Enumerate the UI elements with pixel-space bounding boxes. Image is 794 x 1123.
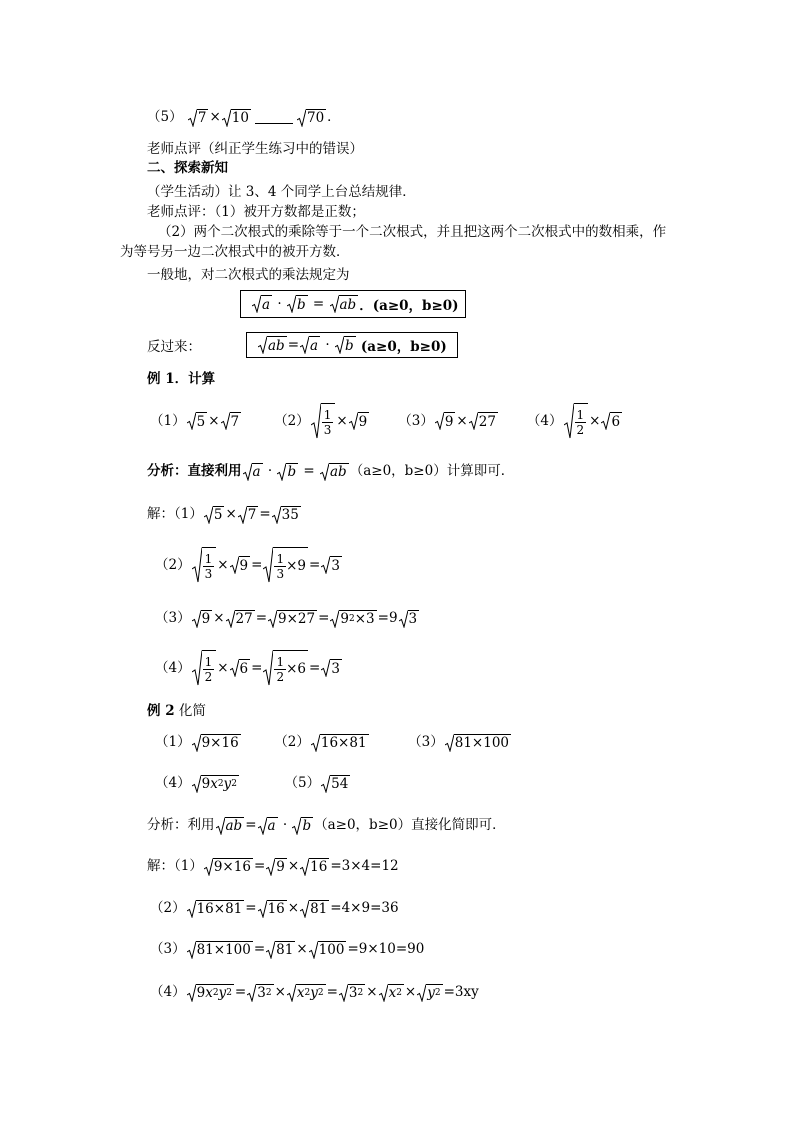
example-2-problems-row1: （1） 9×16 （2） 16×81 （3） 81×100 — [155, 734, 509, 752]
example-1-solution-3: （3） 9 × 27 = 9×27 = 9 2 ×3 =9 3 — [155, 610, 418, 628]
example-2-title: 例 2 化简 — [147, 703, 206, 719]
section-heading: 二、探索新知 — [147, 160, 228, 176]
example-2-solution-2: （2） 16×81 = 16 × 81 =4×9=36 — [150, 900, 399, 918]
sqrt: 10 — [222, 109, 251, 127]
sqrt: 70 — [297, 109, 326, 127]
reverse-rule-box: ab = a · b (a≥0，b≥0) — [246, 332, 458, 358]
example-1-title: 例 1．计算 — [147, 371, 216, 387]
example-2-solution-3: （3） 81×100 = 81 × 100 =9×10=90 — [150, 941, 425, 959]
rule-text: 为等号另一边二次根式中的被开方数． — [120, 244, 350, 260]
example-2-analysis: 分析：利用 ab = a · b （a≥0，b≥0）直接化简即可． — [147, 817, 506, 835]
example-1-solution-4: （4） 1 2 × 6 = $\frac{1}{2}$ ×6 = 3 — [155, 649, 343, 687]
example-2-solution-4: （4） 9 x 2 y 2 = 3 2 × x 2 y 2 = 3 2 × x 2 × y 2 =3xy — [150, 984, 479, 1002]
example-1-solution-2: （2） 1 3 × 9 = $\frac{1}{3}$ ×9 = 3 — [155, 546, 343, 584]
example-2-problems-row2: （4） 9 x 2 y 2 （5） 54 — [155, 775, 349, 793]
example-1-analysis: 分析：直接利用 a · b = ab （a≥0，b≥0）计算即可． — [147, 463, 515, 481]
answer-blank[interactable] — [255, 111, 293, 124]
reverse-label: 反过来： — [147, 339, 201, 355]
teacher-review: 老师点评（纠正学生练习中的错误） — [147, 141, 363, 157]
multiplication-rule-box: a · b = ab ．(a≥0，b≥0) — [240, 290, 466, 318]
teacher-review: 老师点评：（1）被开方数都是正数； — [147, 204, 365, 220]
example-1-problems: （1） 5 × 7 （2） 1 3 × 9 （3） 9 × 27 （4） 1 2 × 6 — [150, 404, 623, 438]
sqrt: 7 — [188, 109, 209, 127]
example-2-solution-1: 解：（1） 9×16 = 9 × 16 =3×4=12 — [147, 858, 399, 876]
exercise-5: （5） 7 × 10 70 ． — [147, 109, 341, 127]
example-1-solution-1: 解：（1） 5 × 7 = 35 — [147, 506, 299, 524]
student-activity: （学生活动）让 3、4 个同学上台总结规律． — [147, 184, 416, 200]
rule-text: （2）两个二次根式的乘除等于一个二次根式，并且把这两个二次根式中的数相乘，作 — [158, 224, 667, 240]
rule-intro: 一般地，对二次根式的乘法规定为 — [147, 267, 350, 283]
